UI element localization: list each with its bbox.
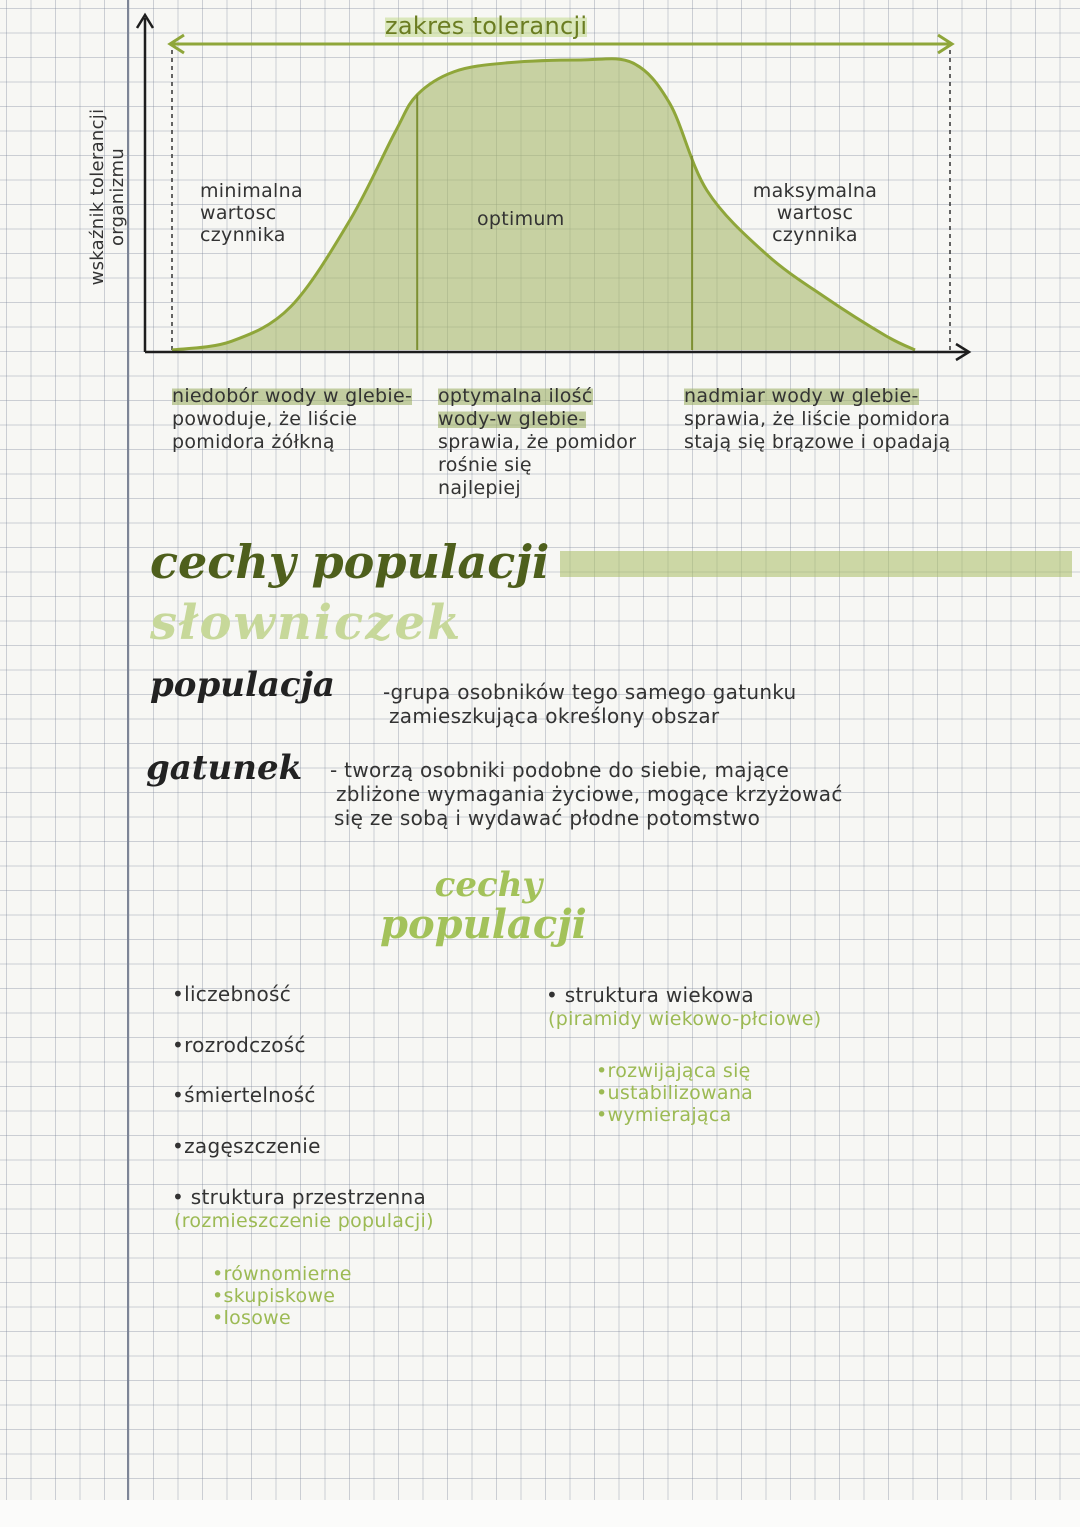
section-title: cechy populacji: [150, 535, 550, 589]
spatial-structure-types: •równomierne •skupiskowe •losowe: [212, 1263, 352, 1329]
feature-zageszczenie: •zagęszczenie: [172, 1134, 321, 1158]
feature-smiertelnosc: •śmiertelność: [172, 1083, 316, 1107]
title-highlight-bar: [560, 551, 1072, 577]
feature-struktura-przestrzenna: • struktura przestrzenna: [172, 1185, 427, 1209]
note-excess: nadmiar wody w glebie- sprawia, że liście pomidora stają się brązowe i opadają: [684, 385, 951, 453]
feature-rozrodczosc: •rozrodczość: [172, 1033, 306, 1057]
term-gatunek: gatunek: [146, 748, 303, 788]
feature-struktura-wiekowa: • struktura wiekowa: [546, 983, 754, 1007]
def-gatunek: - tworzą osobniki podobne do siebie, mające zbliżone wymagania życiowe, mogące krzyżować się ze sobą i wydawać płodne potomstwo: [330, 758, 843, 830]
note-shortage: niedobór wody w glebie- powoduje, że liście pomidora żółkną: [172, 385, 413, 453]
page-bottom-edge: [0, 1500, 1080, 1527]
tolerance-chart: [0, 0, 1080, 380]
max-region-label: maksymalna wartosc czynnika: [752, 180, 878, 246]
feature-struktura-wiekowa-note: (piramidy wiekowo-płciowe): [548, 1008, 822, 1030]
feature-struktura-przestrzenna-note: (rozmieszczenie populacji): [174, 1210, 434, 1232]
range-label: zakres tolerancji: [385, 12, 588, 40]
optimum-label: optimum: [477, 208, 565, 230]
min-region-label: minimalna wartosc czynnika: [200, 180, 303, 246]
feature-liczebnosc: •liczebność: [172, 982, 292, 1006]
section-subtitle: słowniczek: [150, 595, 463, 651]
def-populacja: -grupa osobników tego samego gatunku zamieszkująca określony obszar: [383, 680, 797, 728]
y-axis-label: wskaźnik tolerancji organizmu: [87, 108, 128, 286]
term-populacja: populacja: [150, 665, 335, 705]
note-optimum: optymalna ilość wody-w glebie- sprawia, że pomidor rośnie się najlepiej: [438, 385, 637, 499]
age-structure-types: •rozwijająca się •ustabilizowana •wymierająca: [596, 1060, 754, 1126]
features-heading: cechy populacji: [380, 865, 587, 948]
